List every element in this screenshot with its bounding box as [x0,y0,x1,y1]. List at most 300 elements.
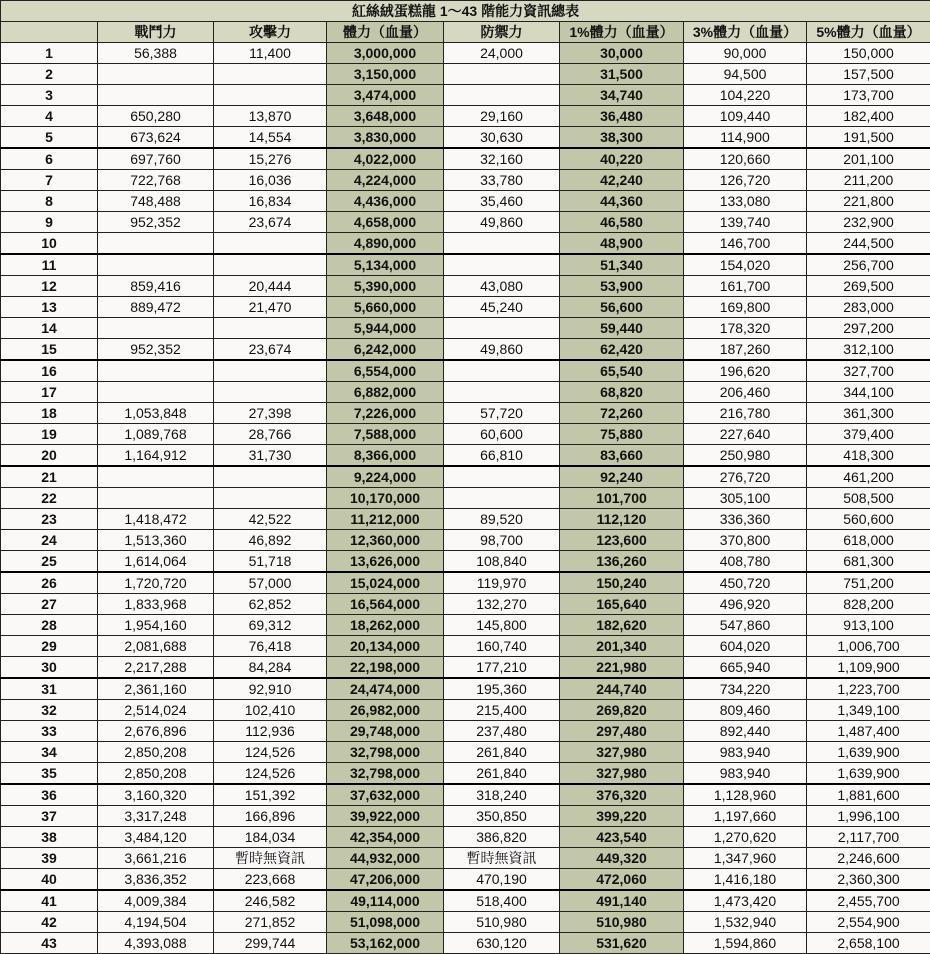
attack-cell[interactable] [214,488,327,509]
defense-cell[interactable]: 24,000 [444,43,560,64]
hp-cell[interactable]: 11,212,000 [327,509,444,530]
hp-5pct-cell[interactable]: 221,800 [807,191,930,212]
defense-cell[interactable]: 261,840 [444,742,560,763]
hp-3pct-cell[interactable]: 187,260 [684,339,807,361]
hp-5pct-cell[interactable]: 1,639,900 [807,742,930,763]
header-attack[interactable]: 攻擊力 [214,22,327,43]
level-cell[interactable]: 43 [1,933,98,954]
defense-cell[interactable]: 145,800 [444,615,560,636]
hp-3pct-cell[interactable]: 892,440 [684,721,807,742]
hp-1pct-cell[interactable]: 221,980 [560,657,684,679]
hp-5pct-cell[interactable]: 244,500 [807,233,930,255]
attack-cell[interactable]: 57,000 [214,572,327,594]
hp-3pct-cell[interactable]: 109,440 [684,106,807,127]
level-cell[interactable]: 9 [1,212,98,233]
hp-5pct-cell[interactable]: 2,117,700 [807,827,930,848]
hp-3pct-cell[interactable]: 370,800 [684,530,807,551]
level-cell[interactable]: 35 [1,763,98,785]
level-cell[interactable]: 4 [1,106,98,127]
hp-3pct-cell[interactable]: 1,532,940 [684,912,807,933]
level-cell[interactable]: 30 [1,657,98,679]
defense-cell[interactable]: 57,720 [444,403,560,424]
hp-cell[interactable]: 4,224,000 [327,170,444,191]
hp-5pct-cell[interactable]: 828,200 [807,594,930,615]
hp-3pct-cell[interactable]: 1,197,660 [684,806,807,827]
defense-cell[interactable] [444,233,560,255]
level-cell[interactable]: 18 [1,403,98,424]
hp-1pct-cell[interactable]: 30,000 [560,43,684,64]
hp-3pct-cell[interactable]: 90,000 [684,43,807,64]
hp-3pct-cell[interactable]: 496,920 [684,594,807,615]
hp-1pct-cell[interactable]: 297,480 [560,721,684,742]
combat-power-cell[interactable]: 3,836,352 [98,869,214,891]
attack-cell[interactable]: 51,718 [214,551,327,573]
hp-cell[interactable]: 44,932,000 [327,848,444,869]
hp-cell[interactable]: 4,658,000 [327,212,444,233]
defense-cell[interactable] [444,382,560,403]
hp-3pct-cell[interactable]: 227,640 [684,424,807,445]
attack-cell[interactable]: 11,400 [214,43,327,64]
hp-5pct-cell[interactable]: 1,881,600 [807,784,930,806]
combat-power-cell[interactable]: 1,418,472 [98,509,214,530]
header-hp-3pct[interactable]: 3%體力（血量） [684,22,807,43]
hp-3pct-cell[interactable]: 450,720 [684,572,807,594]
defense-cell[interactable]: 66,810 [444,445,560,467]
hp-cell[interactable]: 12,360,000 [327,530,444,551]
attack-cell[interactable]: 124,526 [214,763,327,785]
hp-5pct-cell[interactable]: 1,223,700 [807,678,930,700]
level-cell[interactable]: 21 [1,466,98,488]
hp-cell[interactable]: 3,000,000 [327,43,444,64]
combat-power-cell[interactable]: 673,624 [98,127,214,149]
level-cell[interactable]: 24 [1,530,98,551]
attack-cell[interactable]: 暫時無資訊 [214,848,327,869]
hp-cell[interactable]: 4,022,000 [327,148,444,170]
defense-cell[interactable]: 132,270 [444,594,560,615]
hp-5pct-cell[interactable]: 344,100 [807,382,930,403]
defense-cell[interactable]: 195,360 [444,678,560,700]
defense-cell[interactable]: 29,160 [444,106,560,127]
level-cell[interactable]: 37 [1,806,98,827]
header-hp-5pct[interactable]: 5%體力（血量） [807,22,930,43]
hp-3pct-cell[interactable]: 114,900 [684,127,807,149]
combat-power-cell[interactable]: 1,833,968 [98,594,214,615]
hp-3pct-cell[interactable]: 734,220 [684,678,807,700]
hp-cell[interactable]: 51,098,000 [327,912,444,933]
hp-5pct-cell[interactable]: 2,246,600 [807,848,930,869]
hp-cell[interactable]: 15,024,000 [327,572,444,594]
hp-5pct-cell[interactable]: 461,200 [807,466,930,488]
defense-cell[interactable]: 386,820 [444,827,560,848]
hp-3pct-cell[interactable]: 206,460 [684,382,807,403]
hp-3pct-cell[interactable]: 196,620 [684,360,807,382]
attack-cell[interactable]: 31,730 [214,445,327,467]
combat-power-cell[interactable]: 3,661,216 [98,848,214,869]
hp-cell[interactable]: 32,798,000 [327,742,444,763]
hp-1pct-cell[interactable]: 83,660 [560,445,684,467]
defense-cell[interactable]: 89,520 [444,509,560,530]
hp-3pct-cell[interactable]: 120,660 [684,148,807,170]
hp-cell[interactable]: 5,660,000 [327,297,444,318]
defense-cell[interactable] [444,466,560,488]
hp-1pct-cell[interactable]: 449,320 [560,848,684,869]
attack-cell[interactable]: 21,470 [214,297,327,318]
defense-cell[interactable]: 237,480 [444,721,560,742]
hp-cell[interactable]: 7,588,000 [327,424,444,445]
hp-3pct-cell[interactable]: 1,128,960 [684,784,807,806]
attack-cell[interactable] [214,466,327,488]
level-cell[interactable]: 20 [1,445,98,467]
level-cell[interactable]: 5 [1,127,98,149]
combat-power-cell[interactable] [98,233,214,255]
combat-power-cell[interactable]: 2,850,208 [98,763,214,785]
hp-5pct-cell[interactable]: 297,200 [807,318,930,339]
hp-cell[interactable]: 5,944,000 [327,318,444,339]
hp-5pct-cell[interactable]: 327,700 [807,360,930,382]
hp-5pct-cell[interactable]: 232,900 [807,212,930,233]
hp-5pct-cell[interactable]: 1,487,400 [807,721,930,742]
level-cell[interactable]: 3 [1,85,98,106]
hp-5pct-cell[interactable]: 256,700 [807,254,930,276]
hp-cell[interactable]: 39,922,000 [327,806,444,827]
attack-cell[interactable]: 14,554 [214,127,327,149]
hp-3pct-cell[interactable]: 154,020 [684,254,807,276]
level-cell[interactable]: 42 [1,912,98,933]
hp-1pct-cell[interactable]: 75,880 [560,424,684,445]
hp-1pct-cell[interactable]: 31,500 [560,64,684,85]
hp-1pct-cell[interactable]: 399,220 [560,806,684,827]
defense-cell[interactable]: 261,840 [444,763,560,785]
header-level[interactable] [1,22,98,43]
combat-power-cell[interactable]: 2,081,688 [98,636,214,657]
defense-cell[interactable]: 33,780 [444,170,560,191]
level-cell[interactable]: 36 [1,784,98,806]
hp-5pct-cell[interactable]: 508,500 [807,488,930,509]
combat-power-cell[interactable]: 859,416 [98,276,214,297]
combat-power-cell[interactable]: 2,514,024 [98,700,214,721]
level-cell[interactable]: 31 [1,678,98,700]
defense-cell[interactable]: 35,460 [444,191,560,212]
hp-3pct-cell[interactable]: 547,860 [684,615,807,636]
hp-1pct-cell[interactable]: 68,820 [560,382,684,403]
combat-power-cell[interactable] [98,254,214,276]
attack-cell[interactable]: 23,674 [214,339,327,361]
level-cell[interactable]: 6 [1,148,98,170]
hp-3pct-cell[interactable]: 146,700 [684,233,807,255]
combat-power-cell[interactable]: 3,484,120 [98,827,214,848]
hp-3pct-cell[interactable]: 665,940 [684,657,807,679]
hp-cell[interactable]: 47,206,000 [327,869,444,891]
attack-cell[interactable]: 13,870 [214,106,327,127]
hp-5pct-cell[interactable]: 1,996,100 [807,806,930,827]
combat-power-cell[interactable]: 722,768 [98,170,214,191]
hp-3pct-cell[interactable]: 1,473,420 [684,890,807,912]
combat-power-cell[interactable]: 1,053,848 [98,403,214,424]
combat-power-cell[interactable] [98,85,214,106]
attack-cell[interactable]: 124,526 [214,742,327,763]
hp-cell[interactable]: 8,366,000 [327,445,444,467]
hp-1pct-cell[interactable]: 491,140 [560,890,684,912]
hp-1pct-cell[interactable]: 269,820 [560,700,684,721]
hp-cell[interactable]: 10,170,000 [327,488,444,509]
attack-cell[interactable]: 84,284 [214,657,327,679]
combat-power-cell[interactable] [98,360,214,382]
hp-5pct-cell[interactable]: 379,400 [807,424,930,445]
defense-cell[interactable]: 518,400 [444,890,560,912]
attack-cell[interactable]: 151,392 [214,784,327,806]
defense-cell[interactable]: 630,120 [444,933,560,954]
level-cell[interactable]: 34 [1,742,98,763]
combat-power-cell[interactable]: 1,720,720 [98,572,214,594]
hp-1pct-cell[interactable]: 376,320 [560,784,684,806]
hp-cell[interactable]: 32,798,000 [327,763,444,785]
attack-cell[interactable]: 62,852 [214,594,327,615]
defense-cell[interactable]: 43,080 [444,276,560,297]
hp-5pct-cell[interactable]: 1,006,700 [807,636,930,657]
defense-cell[interactable]: 510,980 [444,912,560,933]
combat-power-cell[interactable] [98,318,214,339]
attack-cell[interactable]: 223,668 [214,869,327,891]
level-cell[interactable]: 14 [1,318,98,339]
level-cell[interactable]: 23 [1,509,98,530]
defense-cell[interactable] [444,85,560,106]
level-cell[interactable]: 29 [1,636,98,657]
hp-5pct-cell[interactable]: 2,455,700 [807,890,930,912]
hp-cell[interactable]: 16,564,000 [327,594,444,615]
combat-power-cell[interactable] [98,382,214,403]
hp-1pct-cell[interactable]: 182,620 [560,615,684,636]
hp-cell[interactable]: 26,982,000 [327,700,444,721]
combat-power-cell[interactable]: 2,217,288 [98,657,214,679]
defense-cell[interactable] [444,318,560,339]
level-cell[interactable]: 8 [1,191,98,212]
hp-1pct-cell[interactable]: 44,360 [560,191,684,212]
hp-3pct-cell[interactable]: 1,416,180 [684,869,807,891]
hp-1pct-cell[interactable]: 510,980 [560,912,684,933]
defense-cell[interactable]: 470,190 [444,869,560,891]
attack-cell[interactable]: 16,834 [214,191,327,212]
hp-cell[interactable]: 6,554,000 [327,360,444,382]
hp-5pct-cell[interactable]: 1,639,900 [807,763,930,785]
defense-cell[interactable] [444,360,560,382]
level-cell[interactable]: 10 [1,233,98,255]
defense-cell[interactable]: 45,240 [444,297,560,318]
hp-1pct-cell[interactable]: 56,600 [560,297,684,318]
level-cell[interactable]: 12 [1,276,98,297]
hp-cell[interactable]: 4,890,000 [327,233,444,255]
attack-cell[interactable]: 20,444 [214,276,327,297]
header-hp-1pct[interactable]: 1%體力（血量） [560,22,684,43]
hp-3pct-cell[interactable]: 336,360 [684,509,807,530]
defense-cell[interactable]: 177,210 [444,657,560,679]
hp-1pct-cell[interactable]: 136,260 [560,551,684,573]
defense-cell[interactable]: 215,400 [444,700,560,721]
hp-3pct-cell[interactable]: 305,100 [684,488,807,509]
hp-5pct-cell[interactable]: 312,100 [807,339,930,361]
hp-cell[interactable]: 6,882,000 [327,382,444,403]
level-cell[interactable]: 38 [1,827,98,848]
hp-1pct-cell[interactable]: 65,540 [560,360,684,382]
hp-1pct-cell[interactable]: 48,900 [560,233,684,255]
attack-cell[interactable]: 46,892 [214,530,327,551]
hp-5pct-cell[interactable]: 182,400 [807,106,930,127]
hp-cell[interactable]: 13,626,000 [327,551,444,573]
hp-3pct-cell[interactable]: 94,500 [684,64,807,85]
level-cell[interactable]: 27 [1,594,98,615]
hp-1pct-cell[interactable]: 42,240 [560,170,684,191]
combat-power-cell[interactable]: 56,388 [98,43,214,64]
level-cell[interactable]: 40 [1,869,98,891]
hp-1pct-cell[interactable]: 244,740 [560,678,684,700]
defense-cell[interactable]: 暫時無資訊 [444,848,560,869]
combat-power-cell[interactable] [98,466,214,488]
defense-cell[interactable]: 49,860 [444,212,560,233]
table-title[interactable]: 紅絲絨蛋糕龍 1～43 階能力資訊總表 [1,1,930,22]
hp-3pct-cell[interactable]: 1,270,620 [684,827,807,848]
level-cell[interactable]: 32 [1,700,98,721]
level-cell[interactable]: 7 [1,170,98,191]
hp-1pct-cell[interactable]: 472,060 [560,869,684,891]
header-defense[interactable]: 防禦力 [444,22,560,43]
hp-5pct-cell[interactable]: 618,000 [807,530,930,551]
defense-cell[interactable] [444,254,560,276]
hp-1pct-cell[interactable]: 92,240 [560,466,684,488]
attack-cell[interactable]: 299,744 [214,933,327,954]
hp-3pct-cell[interactable]: 216,780 [684,403,807,424]
attack-cell[interactable]: 23,674 [214,212,327,233]
combat-power-cell[interactable]: 1,164,912 [98,445,214,467]
combat-power-cell[interactable]: 2,676,896 [98,721,214,742]
attack-cell[interactable]: 76,418 [214,636,327,657]
attack-cell[interactable]: 166,896 [214,806,327,827]
hp-3pct-cell[interactable]: 133,080 [684,191,807,212]
attack-cell[interactable]: 27,398 [214,403,327,424]
level-cell[interactable]: 15 [1,339,98,361]
level-cell[interactable]: 13 [1,297,98,318]
level-cell[interactable]: 33 [1,721,98,742]
level-cell[interactable]: 39 [1,848,98,869]
attack-cell[interactable] [214,85,327,106]
defense-cell[interactable]: 98,700 [444,530,560,551]
hp-3pct-cell[interactable]: 161,700 [684,276,807,297]
attack-cell[interactable] [214,318,327,339]
defense-cell[interactable]: 49,860 [444,339,560,361]
hp-cell[interactable]: 29,748,000 [327,721,444,742]
hp-5pct-cell[interactable]: 1,109,900 [807,657,930,679]
level-cell[interactable]: 16 [1,360,98,382]
level-cell[interactable]: 22 [1,488,98,509]
defense-cell[interactable]: 350,850 [444,806,560,827]
level-cell[interactable]: 28 [1,615,98,636]
hp-3pct-cell[interactable]: 104,220 [684,85,807,106]
hp-5pct-cell[interactable]: 201,100 [807,148,930,170]
hp-5pct-cell[interactable]: 157,500 [807,64,930,85]
hp-5pct-cell[interactable]: 2,554,900 [807,912,930,933]
combat-power-cell[interactable]: 1,089,768 [98,424,214,445]
hp-cell[interactable]: 9,224,000 [327,466,444,488]
hp-5pct-cell[interactable]: 1,349,100 [807,700,930,721]
defense-cell[interactable]: 318,240 [444,784,560,806]
hp-3pct-cell[interactable]: 983,940 [684,763,807,785]
hp-1pct-cell[interactable]: 46,580 [560,212,684,233]
hp-3pct-cell[interactable]: 276,720 [684,466,807,488]
hp-5pct-cell[interactable]: 418,300 [807,445,930,467]
level-cell[interactable]: 41 [1,890,98,912]
hp-cell[interactable]: 5,390,000 [327,276,444,297]
combat-power-cell[interactable]: 2,361,160 [98,678,214,700]
hp-cell[interactable]: 20,134,000 [327,636,444,657]
attack-cell[interactable]: 28,766 [214,424,327,445]
combat-power-cell[interactable]: 4,009,384 [98,890,214,912]
hp-1pct-cell[interactable]: 423,540 [560,827,684,848]
combat-power-cell[interactable]: 3,160,320 [98,784,214,806]
hp-1pct-cell[interactable]: 59,440 [560,318,684,339]
level-cell[interactable]: 11 [1,254,98,276]
hp-1pct-cell[interactable]: 327,980 [560,763,684,785]
defense-cell[interactable]: 119,970 [444,572,560,594]
level-cell[interactable]: 1 [1,43,98,64]
hp-cell[interactable]: 49,114,000 [327,890,444,912]
attack-cell[interactable]: 102,410 [214,700,327,721]
hp-3pct-cell[interactable]: 408,780 [684,551,807,573]
hp-5pct-cell[interactable]: 2,658,100 [807,933,930,954]
hp-3pct-cell[interactable]: 250,980 [684,445,807,467]
hp-1pct-cell[interactable]: 36,480 [560,106,684,127]
hp-1pct-cell[interactable]: 531,620 [560,933,684,954]
hp-cell[interactable]: 37,632,000 [327,784,444,806]
hp-cell[interactable]: 42,354,000 [327,827,444,848]
hp-cell[interactable]: 7,226,000 [327,403,444,424]
hp-1pct-cell[interactable]: 327,980 [560,742,684,763]
hp-1pct-cell[interactable]: 123,600 [560,530,684,551]
combat-power-cell[interactable]: 1,513,360 [98,530,214,551]
level-cell[interactable]: 26 [1,572,98,594]
hp-1pct-cell[interactable]: 101,700 [560,488,684,509]
hp-cell[interactable]: 22,198,000 [327,657,444,679]
hp-3pct-cell[interactable]: 604,020 [684,636,807,657]
defense-cell[interactable] [444,488,560,509]
combat-power-cell[interactable]: 889,472 [98,297,214,318]
hp-5pct-cell[interactable]: 191,500 [807,127,930,149]
hp-5pct-cell[interactable]: 211,200 [807,170,930,191]
combat-power-cell[interactable] [98,64,214,85]
hp-1pct-cell[interactable]: 165,640 [560,594,684,615]
level-cell[interactable]: 25 [1,551,98,573]
hp-5pct-cell[interactable]: 560,600 [807,509,930,530]
hp-cell[interactable]: 53,162,000 [327,933,444,954]
combat-power-cell[interactable]: 697,760 [98,148,214,170]
hp-5pct-cell[interactable]: 150,000 [807,43,930,64]
hp-5pct-cell[interactable]: 2,360,300 [807,869,930,891]
hp-1pct-cell[interactable]: 112,120 [560,509,684,530]
level-cell[interactable]: 19 [1,424,98,445]
defense-cell[interactable]: 32,160 [444,148,560,170]
combat-power-cell[interactable]: 4,194,504 [98,912,214,933]
attack-cell[interactable]: 184,034 [214,827,327,848]
attack-cell[interactable] [214,233,327,255]
attack-cell[interactable]: 69,312 [214,615,327,636]
hp-5pct-cell[interactable]: 681,300 [807,551,930,573]
hp-3pct-cell[interactable]: 178,320 [684,318,807,339]
hp-3pct-cell[interactable]: 139,740 [684,212,807,233]
combat-power-cell[interactable]: 952,352 [98,212,214,233]
combat-power-cell[interactable] [98,488,214,509]
defense-cell[interactable] [444,64,560,85]
hp-cell[interactable]: 4,436,000 [327,191,444,212]
hp-3pct-cell[interactable]: 809,460 [684,700,807,721]
combat-power-cell[interactable]: 1,614,064 [98,551,214,573]
header-combat-power[interactable]: 戰鬥力 [98,22,214,43]
